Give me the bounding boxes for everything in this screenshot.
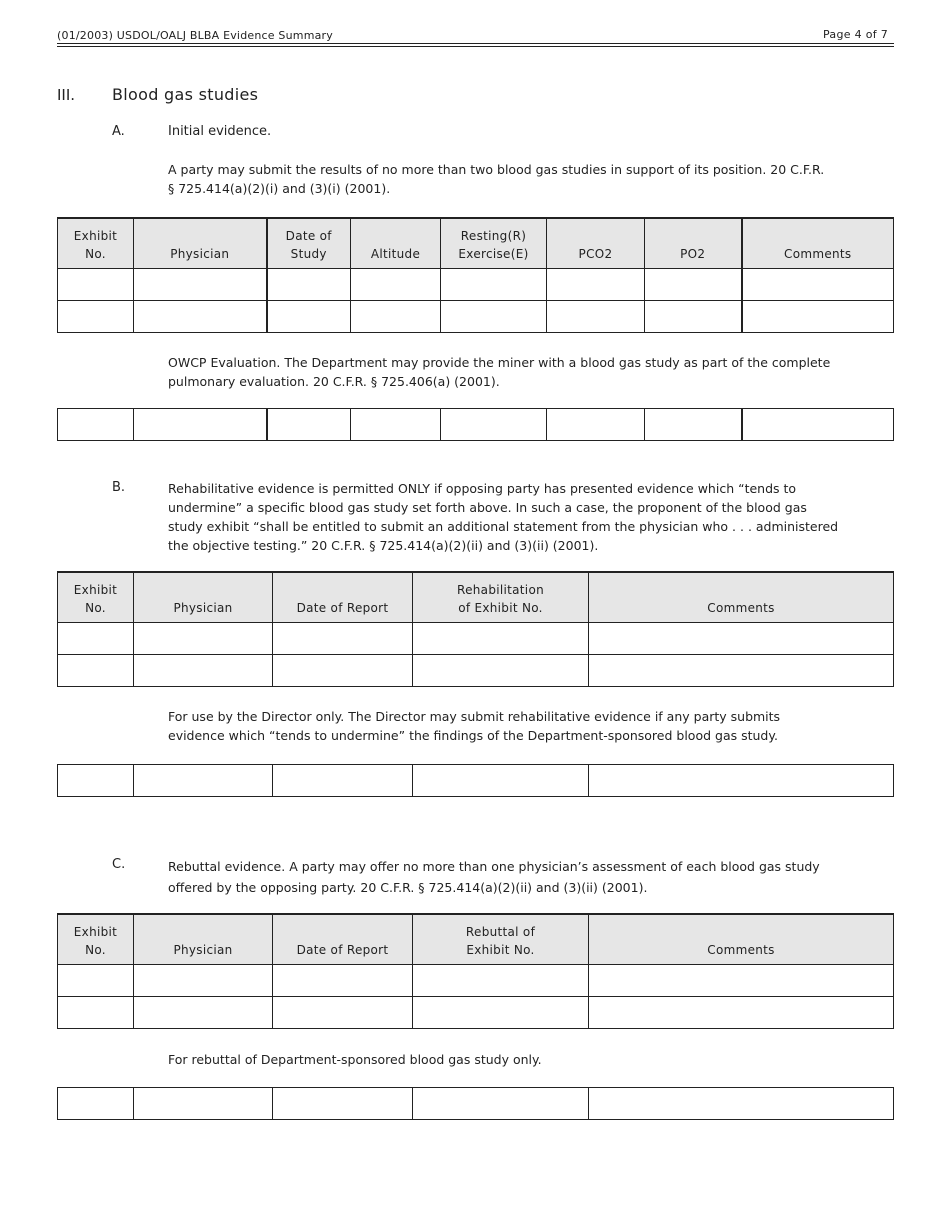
table-cell[interactable] xyxy=(413,622,589,654)
col-header-physician: Physician xyxy=(134,572,273,622)
section-title: Blood gas studies xyxy=(112,85,259,104)
director-use-paragraph xyxy=(168,707,858,745)
table-cell[interactable] xyxy=(589,654,894,686)
col-header-pco2: PCO2 xyxy=(547,218,645,268)
table-cell[interactable] xyxy=(134,268,267,300)
owcp-paragraph-line: pulmonary evaluation. 20 C.F.R. § 725.406(a) (2001). xyxy=(168,374,500,389)
table-cell[interactable] xyxy=(267,409,351,441)
table-cell[interactable] xyxy=(273,1088,413,1120)
director-rehabilitative-table xyxy=(57,764,894,797)
col-header-date-of-report: Date of Report xyxy=(273,572,413,622)
col-header-altitude: Altitude xyxy=(351,218,441,268)
table-cell[interactable] xyxy=(134,996,273,1028)
part-b-paragraph-line: undermine” a specific blood gas study set forth above. In such a case, the proponent of the blood gas xyxy=(168,500,807,515)
table-cell[interactable] xyxy=(645,300,742,332)
table-cell[interactable] xyxy=(742,409,894,441)
table-cell[interactable] xyxy=(742,268,894,300)
table-row xyxy=(58,654,894,686)
table-cell[interactable] xyxy=(441,300,547,332)
rebuttal-department-note xyxy=(168,1050,858,1069)
header-rule-top xyxy=(57,43,894,44)
table-cell[interactable] xyxy=(273,622,413,654)
table-cell[interactable] xyxy=(58,409,134,441)
table-cell[interactable] xyxy=(58,268,134,300)
table-cell[interactable] xyxy=(58,622,134,654)
rehabilitative-evidence-table xyxy=(57,571,894,687)
table-row xyxy=(58,1088,894,1120)
part-a-letter: A. xyxy=(112,124,125,139)
part-b-paragraph-line: Rehabilitative evidence is permitted ONLY if opposing party has presented evidence which “tends to xyxy=(168,481,797,496)
header-rule-bottom xyxy=(57,46,894,47)
table-cell[interactable] xyxy=(351,268,441,300)
col-header-comments: Comments xyxy=(589,572,894,622)
table-cell[interactable] xyxy=(134,300,267,332)
director-paragraph-line: evidence which “tends to undermine” the findings of the Department-sponsored blood gas study. xyxy=(168,728,778,743)
table-cell[interactable] xyxy=(58,964,134,996)
part-b-paragraph-line: the objective testing.” 20 C.F.R. § 725.414(a)(2)(ii) and (3)(ii) (2001). xyxy=(168,538,599,553)
page-number: Page 4 of 7 xyxy=(822,28,888,41)
col-header-rebuttal-of-exhibit: Rebuttal of Exhibit No. xyxy=(413,914,589,964)
table-cell[interactable] xyxy=(134,654,273,686)
table-cell[interactable] xyxy=(413,996,589,1028)
col-header-physician: Physician xyxy=(134,218,267,268)
table-cell[interactable] xyxy=(58,654,134,686)
table-cell[interactable] xyxy=(351,300,441,332)
table-cell[interactable] xyxy=(58,765,134,797)
table-row xyxy=(58,996,894,1028)
table-cell[interactable] xyxy=(413,654,589,686)
table-cell[interactable] xyxy=(134,765,273,797)
col-header-physician: Physician xyxy=(134,914,273,964)
col-header-date-of-study: Date of Study xyxy=(267,218,351,268)
table-cell[interactable] xyxy=(267,300,351,332)
table-cell[interactable] xyxy=(413,1088,589,1120)
director-paragraph-line: For use by the Director only. The Director may submit rehabilitative evidence if any party submits xyxy=(168,709,781,724)
table-cell[interactable] xyxy=(273,996,413,1028)
part-b-letter: B. xyxy=(112,480,126,495)
table-cell[interactable] xyxy=(58,300,134,332)
table-cell[interactable] xyxy=(273,765,413,797)
department-rebuttal-table xyxy=(57,1087,894,1120)
col-header-exhibit-no: Exhibit No. xyxy=(58,914,134,964)
part-b-paragraph xyxy=(168,479,858,555)
owcp-paragraph-line: OWCP Evaluation. The Department may provide the miner with a blood gas study as part of the complete xyxy=(168,355,831,370)
owcp-evaluation-paragraph xyxy=(168,353,858,391)
section-number: III. xyxy=(57,86,76,104)
table-cell[interactable] xyxy=(58,996,134,1028)
rebuttal-note-text: For rebuttal of Department-sponsored blood gas study only. xyxy=(168,1052,542,1067)
table-cell[interactable] xyxy=(589,964,894,996)
col-header-comments: Comments xyxy=(589,914,894,964)
table-cell[interactable] xyxy=(134,409,267,441)
table-cell[interactable] xyxy=(413,765,589,797)
rebuttal-evidence-table xyxy=(57,913,894,1029)
part-c-letter: C. xyxy=(112,857,126,872)
col-header-comments: Comments xyxy=(742,218,894,268)
table-cell[interactable] xyxy=(134,1088,273,1120)
col-header-exhibit-no: Exhibit No. xyxy=(58,218,134,268)
table-cell[interactable] xyxy=(273,654,413,686)
col-header-rehabilitation-of-exhibit: Rehabilitation of Exhibit No. xyxy=(413,572,589,622)
part-c-paragraph xyxy=(168,856,858,898)
table-cell[interactable] xyxy=(589,765,894,797)
table-row xyxy=(58,409,894,441)
table-cell[interactable] xyxy=(589,996,894,1028)
table-cell[interactable] xyxy=(267,268,351,300)
table-cell[interactable] xyxy=(134,964,273,996)
table-row xyxy=(58,622,894,654)
part-c-paragraph-line: Rebuttal evidence. A party may offer no more than one physician’s assessment of each blood gas study xyxy=(168,859,820,874)
table-cell[interactable] xyxy=(441,409,547,441)
table-row xyxy=(58,300,894,332)
form-header-title: (01/2003) USDOL/OALJ BLBA Evidence Summary xyxy=(57,29,333,42)
col-header-resting-exercise: Resting(R) Exercise(E) xyxy=(441,218,547,268)
col-header-exhibit-no: Exhibit No. xyxy=(58,572,134,622)
blood-gas-initial-table xyxy=(57,217,894,333)
table-cell[interactable] xyxy=(273,964,413,996)
owcp-evaluation-table xyxy=(57,408,894,441)
table-row xyxy=(58,765,894,797)
table-cell[interactable] xyxy=(413,964,589,996)
table-cell[interactable] xyxy=(351,409,441,441)
table-cell[interactable] xyxy=(547,268,645,300)
part-a-title: Initial evidence. xyxy=(168,124,272,139)
col-header-po2: PO2 xyxy=(645,218,742,268)
table-cell[interactable] xyxy=(547,409,645,441)
table-cell[interactable] xyxy=(58,1088,134,1120)
table-row xyxy=(58,964,894,996)
table-cell[interactable] xyxy=(589,1088,894,1120)
table-row xyxy=(58,268,894,300)
table-cell[interactable] xyxy=(742,300,894,332)
table-cell[interactable] xyxy=(547,300,645,332)
table-cell[interactable] xyxy=(589,622,894,654)
part-b-paragraph-line: study exhibit “shall be entitled to submit an additional statement from the physician who . . . administered xyxy=(168,519,839,534)
part-a-paragraph-line: A party may submit the results of no more than two blood gas studies in support of its position. 20 C.F.R. xyxy=(168,162,825,177)
table-cell[interactable] xyxy=(441,268,547,300)
table-cell[interactable] xyxy=(134,622,273,654)
part-a-paragraph xyxy=(168,160,858,198)
part-a-paragraph-line: § 725.414(a)(2)(i) and (3)(i) (2001). xyxy=(168,181,391,196)
part-c-paragraph-line: offered by the opposing party. 20 C.F.R. § 725.414(a)(2)(ii) and (3)(ii) (2001). xyxy=(168,880,648,895)
col-header-date-of-report: Date of Report xyxy=(273,914,413,964)
table-cell[interactable] xyxy=(645,268,742,300)
table-cell[interactable] xyxy=(645,409,742,441)
